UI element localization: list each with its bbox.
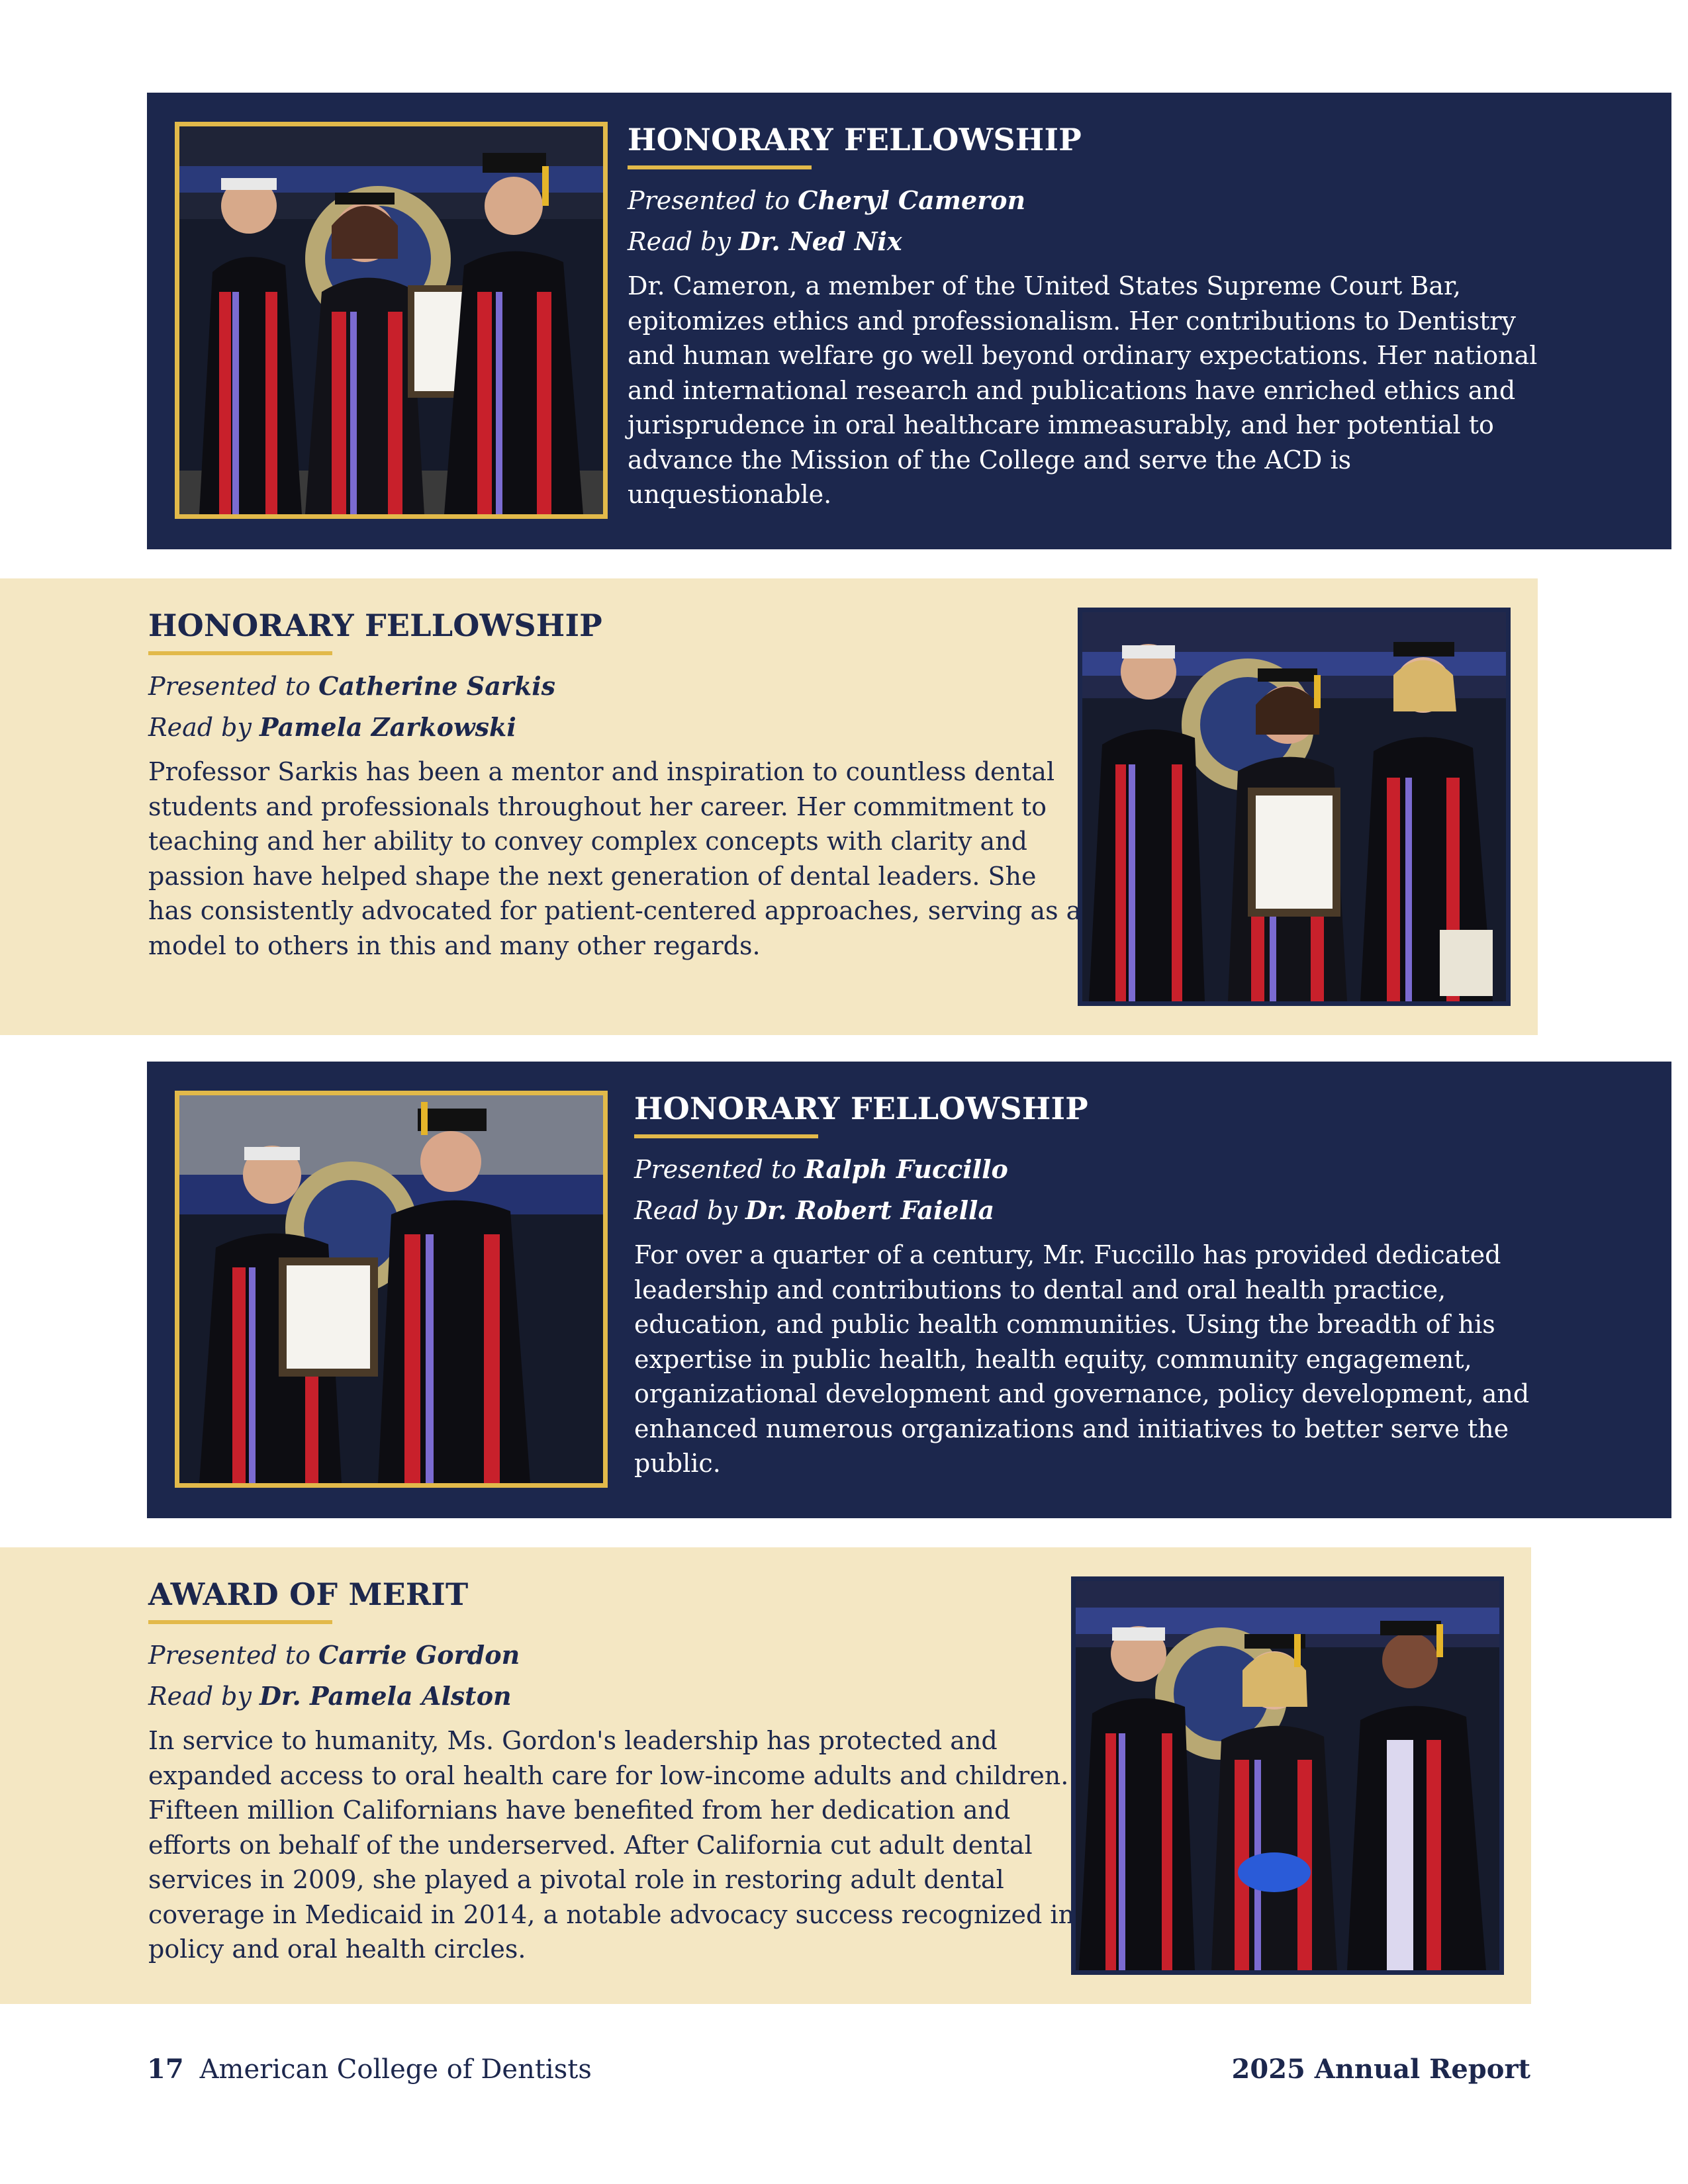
award-panel-gordon (0, 1547, 1531, 2004)
reader-name: Dr. Ned Nix (739, 226, 902, 256)
citation-text: Professor Sarkis has been a mentor and inspiration to countless dental students and professionals throughout her career. Her commitment to teaching and her ability to convey complex concepts with clarity and passion have helped shape the next generation of dental leaders. She has consistently advocated for patient-centered approaches, serving as a model to others in this and many other regards. (148, 757, 1082, 960)
citation-text: Dr. Cameron, a member of the United States Supreme Court Bar, epitomizes ethics and professionalism. Her contributions to Dentistry and human welfare go well beyond ordinary expectations. Her national and international research and publications have enriched ethics and jurisprudence in oral healthcare immeasurably, and her potential to advance the Mission of the College and serve the ACD is unquestionable. (628, 271, 1538, 509)
ceremony-photo-cameron (175, 122, 608, 519)
ceremony-photo-fuccillo (175, 1091, 608, 1488)
gold-rule (634, 1134, 818, 1138)
award-heading: AWARD OF MERIT (148, 1576, 469, 1612)
citation-text: In service to humanity, Ms. Gordon's leadership has protected and expanded access to oral health care for low-income adults and children. Fifteen million Californians have benefited from her dedication and efforts on behalf of the underserved. After California cut adult dental services in 2009, she played a pivotal role in restoring adult dental coverage in Medicaid in 2014, a notable advocacy success recognized in policy and oral health circles. (148, 1726, 1075, 1964)
award-heading: HONORARY FELLOWSHIP (634, 1091, 1088, 1126)
page-footer-left (147, 2050, 592, 2089)
read-by-line (628, 221, 1660, 262)
presented-to-line (148, 666, 1088, 707)
ceremony-photo-sarkis (1078, 608, 1511, 1006)
read-by-line (634, 1190, 1660, 1231)
report-title: 2025 Annual Report (1231, 2054, 1530, 2085)
gold-rule (148, 1620, 332, 1624)
presented-to-line (634, 1149, 1660, 1190)
presented-to-line (628, 180, 1660, 221)
read-by-prefix: Read by (634, 1196, 737, 1225)
read-by-prefix: Read by (148, 1682, 252, 1711)
presented-to-prefix: Presented to (148, 1641, 310, 1670)
recipient-name: Catherine Sarkis (318, 671, 556, 701)
award-panel-sarkis (0, 578, 1538, 1035)
recipient-name: Carrie Gordon (318, 1640, 520, 1670)
award-panel-cameron (147, 93, 1671, 549)
reader-name: Pamela Zarkowski (259, 712, 516, 742)
page-number: 17 (147, 2054, 184, 2085)
reader-name: Dr. Robert Faiella (745, 1195, 995, 1225)
presented-to-prefix: Presented to (634, 1155, 796, 1184)
read-by-prefix: Read by (628, 227, 731, 256)
gold-rule (628, 165, 812, 169)
citation-text: For over a quarter of a century, Mr. Fuccillo has provided dedicated leadership and contributions to dental and oral health practice, education, and public health communities. Using the breadth of his expertise in public health, health equity, community engagement, organizational development and governance, policy development, and enhanced numerous organizations and initiatives to better serve the public. (634, 1240, 1530, 1478)
organization-name: American College of Dentists (199, 2054, 592, 2085)
gold-rule (148, 651, 332, 655)
reader-name: Dr. Pamela Alston (259, 1681, 512, 1711)
read-by-line (148, 1676, 1088, 1717)
read-by-line (148, 707, 1088, 748)
award-panel-fuccillo (147, 1062, 1671, 1518)
presented-to-prefix: Presented to (148, 672, 310, 701)
award-heading: HONORARY FELLOWSHIP (628, 122, 1082, 158)
recipient-name: Ralph Fuccillo (804, 1154, 1008, 1184)
presented-to-line (148, 1635, 1088, 1676)
presented-to-prefix: Presented to (628, 186, 790, 215)
ceremony-photo-gordon (1071, 1576, 1504, 1975)
read-by-prefix: Read by (148, 713, 252, 742)
recipient-name: Cheryl Cameron (798, 185, 1026, 215)
award-heading: HONORARY FELLOWSHIP (148, 608, 602, 643)
